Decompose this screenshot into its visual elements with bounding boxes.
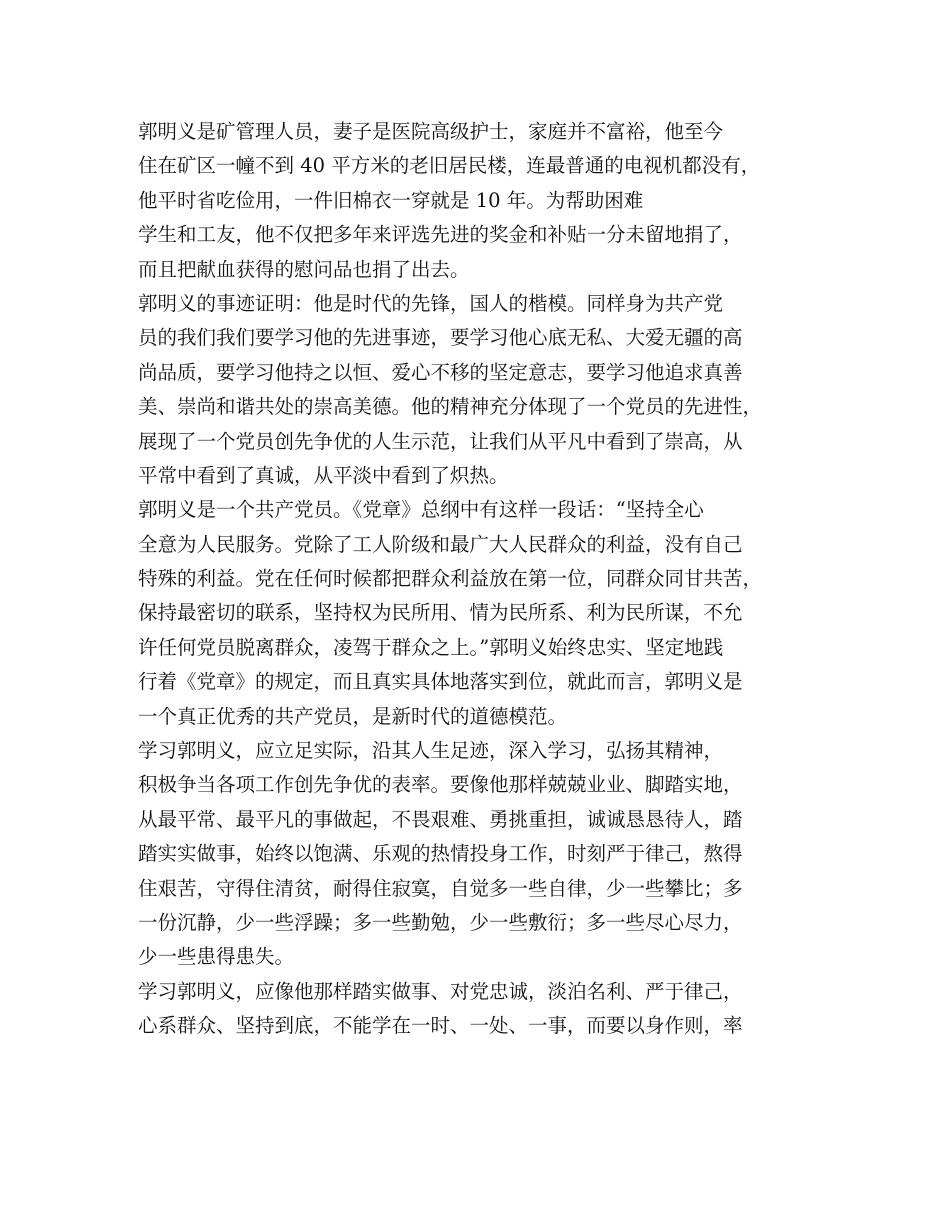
text-line: 平常中看到了真诚，从平淡中看到了炽热。 xyxy=(138,463,509,487)
text-line: 从最平常、最平凡的事做起，不畏艰难、勇挑重担，诚诚恳恳待人，踏 xyxy=(138,807,743,831)
text-line: 郭明义的事迹证明：他是时代的先锋，国人的楷模。同样身为共产党 xyxy=(138,291,724,315)
text-line: 郭明义是矿管理人员，妻子是医院高级护士，家庭并不富裕，他至今 xyxy=(138,120,724,143)
text-line: 学生和工友，他不仅把多年来评选先进的奖金和补贴一分未留地捐了， xyxy=(138,223,743,247)
text-line: 学习郭明义，应立足实际，沿其人生足迹，深入学习，弘扬其精神， xyxy=(138,739,724,763)
text-line: 心系群众、坚持到底，不能学在一时、一处、一事，而要以身作则，率 xyxy=(138,1014,743,1038)
text-line: 一个真正优秀的共产党员，是新时代的道德模范。 xyxy=(138,704,568,728)
text-line: 全意为人民服务。党除了工人阶级和最广大人民群众的利益，没有自己 xyxy=(138,532,743,556)
document-body xyxy=(138,115,838,1044)
text-line: 一份沉静，少一些浮躁；多一些勤勉，少一些敷衍；多一些尽心尽力， xyxy=(138,910,743,934)
text-line: 学习郭明义，应像他那样踏实做事、对党忠诚，淡泊名利、严于律己， xyxy=(138,979,743,1003)
text-line: 少一些患得患失。 xyxy=(138,945,295,969)
text-line: 许任何党员脱离群众，凌驾于群众之上。”郭明义始终忠实、坚定地践 xyxy=(138,635,724,659)
text-line: 特殊的利益。党在任何时候都把群众利益放在第一位，同群众同甘共苦， xyxy=(138,567,763,591)
text-line: 行着《党章》的规定，而且真实具体地落实到位，就此而言，郭明义是 xyxy=(138,670,743,694)
text-line: 郭明义是一个共产党员。《党章》总纲中有这样一段话：“坚持全心 xyxy=(138,498,704,522)
text-line: 保持最密切的联系，坚持权为民所用、情为民所系、利为民所谋，不允 xyxy=(138,601,743,625)
text-line: 积极争当各项工作创先争优的表率。要像他那样兢兢业业、脚踏实地， xyxy=(138,773,743,797)
text-line: 踏实实做事，始终以饱满、乐观的热情投身工作，时刻严于律己，熬得 xyxy=(138,842,743,866)
text-line: 住在矿区一幢不到 40 平方米的老旧居民楼，连最普通的电视机都没有， xyxy=(138,154,761,178)
text-line: 展现了一个党员创先争优的人生示范，让我们从平凡中看到了崇高，从 xyxy=(138,429,743,453)
text-line: 而且把献血获得的慰问品也捐了出去。 xyxy=(138,257,470,281)
text-line: 尚品质，要学习他持之以恒、爱心不移的坚定意志，要学习他追求真善 xyxy=(138,360,743,384)
text-line: 他平时省吃俭用，一件旧棉衣一穿就是 10 年。为帮助困难 xyxy=(138,188,644,212)
text-line: 员的我们我们要学习他的先进事迹，要学习他心底无私、大爱无疆的高 xyxy=(138,326,743,350)
text-line: 美、崇尚和谐共处的崇高美德。他的精神充分体现了一个党员的先进性， xyxy=(138,395,763,419)
text-line: 住艰苦，守得住清贫，耐得住寂寞，自觉多一些自律，少一些攀比；多 xyxy=(138,876,743,900)
